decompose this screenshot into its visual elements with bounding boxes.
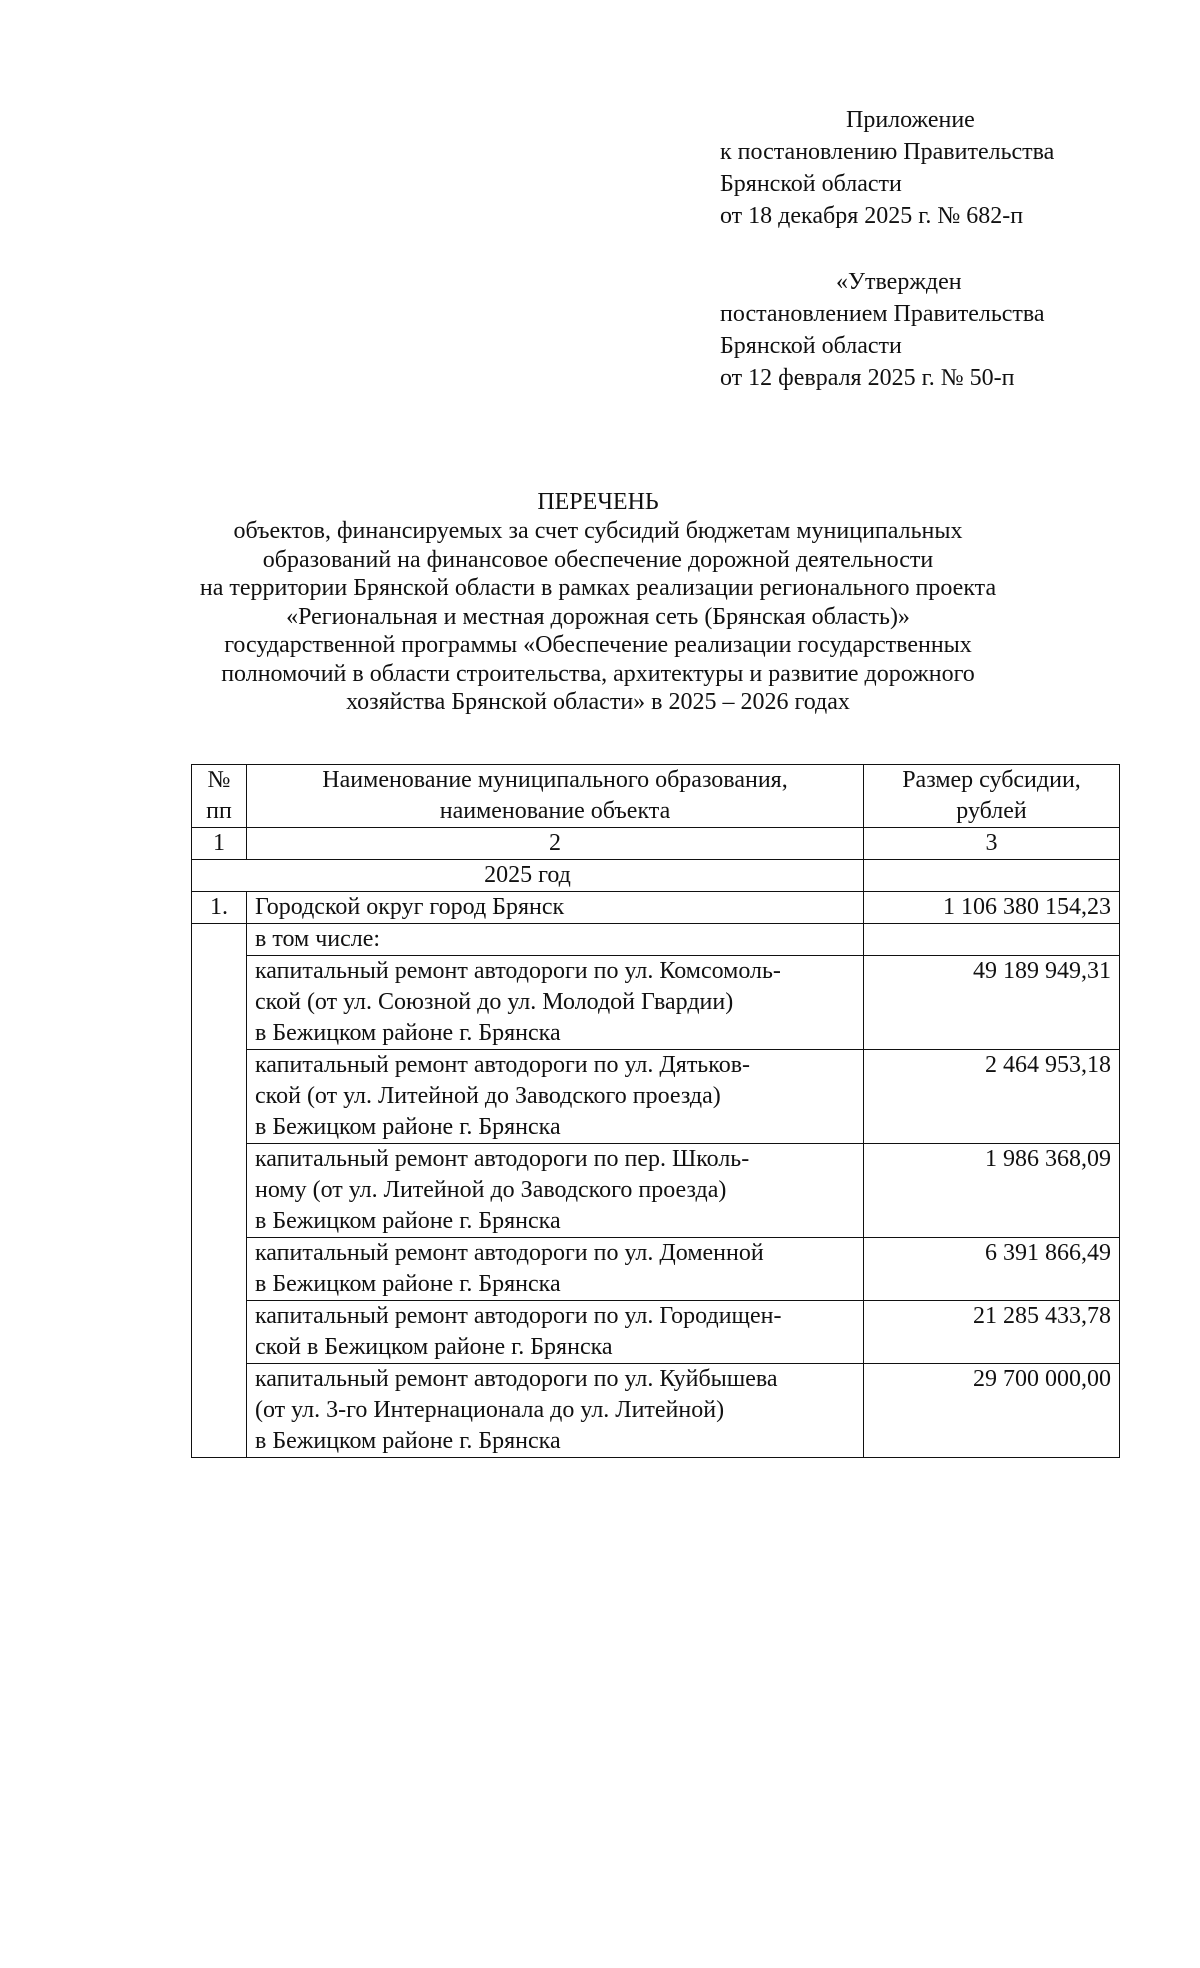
appendix-line-3: Брянской области [720, 171, 902, 197]
object-line: в Бежицком районе г. Брянска [255, 1114, 561, 1140]
appendix-line-2: к постановлению Правительства [720, 139, 1055, 165]
empty-num-cell [192, 1364, 247, 1458]
including-row [192, 924, 1120, 956]
including-label: в том числе: [247, 924, 864, 956]
object-line: в Бежицком районе г. Брянска [255, 1020, 561, 1046]
object-name [247, 1301, 864, 1364]
header-amount [864, 765, 1120, 828]
empty-num-cell [192, 1238, 247, 1301]
col-number-2: 2 [247, 828, 864, 860]
object-line: в Бежицком районе г. Брянска [255, 1428, 561, 1454]
subsidies-table [191, 764, 1120, 1458]
municipality-amount: 1 106 380 154,23 [864, 892, 1120, 924]
title-line-1: объектов, финансируемых за счет субсидий бюджетам муниципальных [233, 518, 963, 544]
column-numbers-row [192, 828, 1120, 860]
object-amount: 2 464 953,18 [864, 1050, 1120, 1144]
col-number-3: 3 [864, 828, 1120, 860]
empty-num-cell [192, 956, 247, 1050]
object-amount: 21 285 433,78 [864, 1301, 1120, 1364]
object-line: ской в Бежицком районе г. Брянска [255, 1334, 613, 1360]
object-name [247, 956, 864, 1050]
table-row [192, 1364, 1120, 1458]
object-amount: 29 700 000,00 [864, 1364, 1120, 1458]
including-amount-empty [864, 924, 1120, 956]
object-name [247, 1050, 864, 1144]
object-line: капитальный ремонт автодороги по ул. Куйбышева [255, 1366, 778, 1392]
object-name [247, 1238, 864, 1301]
table-row [192, 956, 1120, 1050]
header-num-line-1: № [207, 767, 231, 793]
object-amount: 6 391 866,49 [864, 1238, 1120, 1301]
object-line: капитальный ремонт автодороги по пер. Школь- [255, 1146, 750, 1172]
object-name [247, 1364, 864, 1458]
empty-num-cell [192, 924, 247, 956]
header-num [192, 765, 247, 828]
title-line-4: «Региональная и местная дорожная сеть (Брянская область)» [286, 603, 910, 630]
table-row [192, 1050, 1120, 1144]
object-line: в Бежицком районе г. Брянска [255, 1208, 561, 1234]
approved-line-4: от 12 февраля 2025 г. № 50-п [720, 365, 1015, 391]
object-line: ской (от ул. Союзной до ул. Молодой Гвардии) [255, 989, 734, 1015]
object-line: капитальный ремонт автодороги по ул. Доменной [255, 1240, 764, 1266]
year-row [192, 860, 1120, 892]
object-amount: 1 986 368,09 [864, 1144, 1120, 1238]
appendix-line-1: Приложение [846, 107, 975, 133]
municipality-num: 1. [192, 892, 247, 924]
object-amount: 49 189 949,31 [864, 956, 1120, 1050]
object-line: в Бежицком районе г. Брянска [255, 1271, 561, 1297]
object-line: ному (от ул. Литейной до Заводского проезда) [255, 1177, 727, 1203]
title-line-2: образований на финансовое обеспечение дорожной деятельности [262, 546, 934, 573]
header-amount-line-2: рублей [956, 798, 1027, 824]
header-num-line-2: пп [206, 798, 232, 824]
municipality-row [192, 892, 1120, 924]
object-line: капитальный ремонт автодороги по ул. Городищен- [255, 1303, 782, 1329]
municipality-name: Городской округ город Брянск [247, 892, 864, 924]
header-name [247, 765, 864, 828]
approved-line-2: постановлением Правительства [720, 301, 1045, 327]
title-line-7: хозяйства Брянской области» в 2025 – 2026 годах [346, 689, 850, 715]
object-name [247, 1144, 864, 1238]
table-row [192, 1301, 1120, 1364]
header-name-line-1: Наименование муниципального образования, [322, 767, 788, 793]
approved-line-3: Брянской области [720, 333, 902, 359]
empty-num-cell [192, 1050, 247, 1144]
empty-num-cell [192, 1144, 247, 1238]
appendix-line-4: от 18 декабря 2025 г. № 682-п [720, 203, 1024, 229]
title-heading: ПЕРЕЧЕНЬ [537, 489, 659, 515]
object-line: (от ул. 3-го Интернационала до ул. Литейной) [255, 1397, 725, 1423]
approved-line-1: «Утвержден [836, 269, 962, 295]
table-header-row [192, 765, 1120, 828]
table-row [192, 1238, 1120, 1301]
empty-num-cell [192, 1301, 247, 1364]
header-amount-line-1: Размер субсидии, [902, 767, 1081, 793]
table-row [192, 1144, 1120, 1238]
header-name-line-2: наименование объекта [439, 798, 671, 824]
object-line: капитальный ремонт автодороги по ул. Дятьков- [255, 1052, 751, 1078]
title-line-6: полномочий в области строительства, архитектуры и развитие дорожного [221, 660, 975, 687]
year-label: 2025 год [192, 860, 864, 892]
col-number-1: 1 [192, 828, 247, 860]
year-amount-empty [864, 860, 1120, 892]
object-line: капитальный ремонт автодороги по ул. Комсомоль- [255, 958, 781, 984]
title-line-5: государственной программы «Обеспечение реализации государственных [224, 632, 972, 658]
object-line: ской (от ул. Литейной до Заводского проезда) [255, 1083, 721, 1109]
document-title [0, 487, 1198, 717]
title-line-3: на территории Брянской области в рамках реализации регионального проекта [199, 575, 997, 601]
